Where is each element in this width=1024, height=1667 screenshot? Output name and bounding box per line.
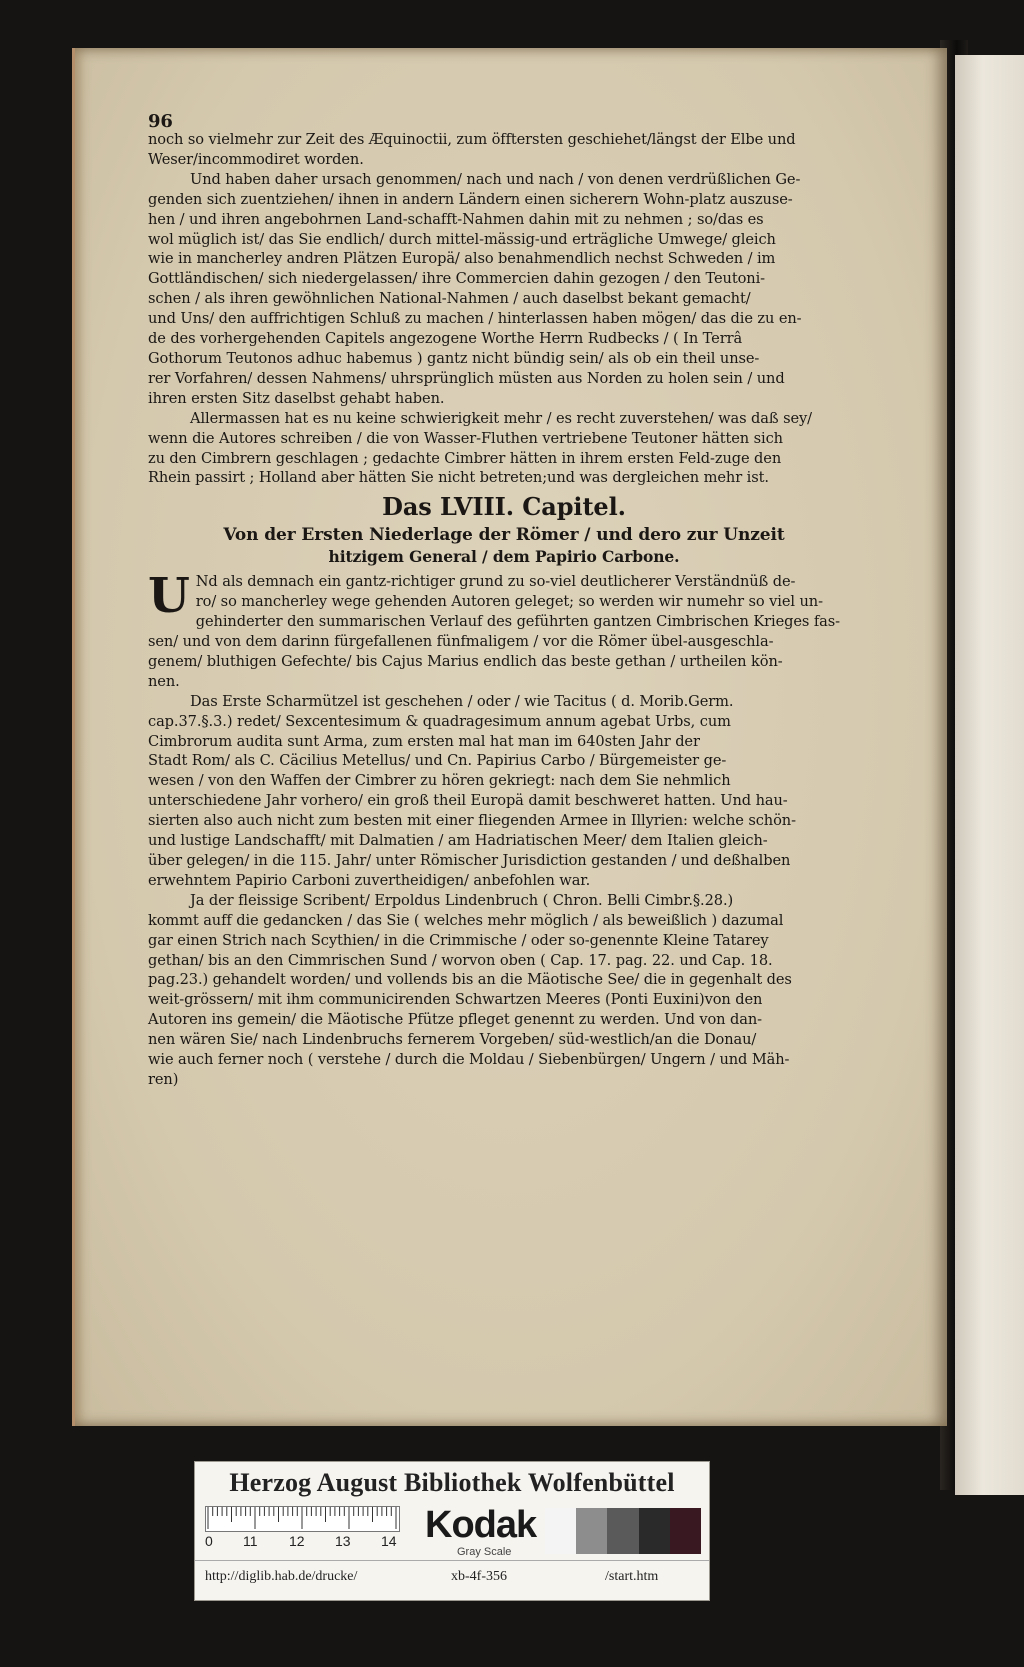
text-line: kommt auff die gedancken / das Sie ( welches mehr möglich / als beweißlich ) dazumal [148, 911, 784, 929]
text-line: Und haben daher ursach genommen/ nach und nach / von denen verdrüßlichen Ge- [190, 170, 801, 188]
text-line: Nd als demnach ein gantz-richtiger grund zu so-viel deutlicherer Verständnüß de- [195, 573, 796, 591]
text-line: gethan/ bis an den Cimmrischen Sund / worvon oben ( Cap. 17. pag. 22. und Cap. 18. [148, 951, 773, 969]
library-color-card [194, 1461, 710, 1601]
drop-initial: U [148, 568, 190, 625]
text-line: ro/ so mancherley wege gehenden Autoren geleget; so werden wir numehr so viel un- [195, 593, 823, 611]
ruler-label: 13 [335, 1533, 351, 1549]
paragraph-2 [148, 409, 860, 489]
text-line: Weser/incommodiret worden. [148, 150, 364, 168]
swatch [639, 1508, 670, 1554]
text-line: Ja der fleissige Scribent/ Erpoldus Lindenbruch ( Chron. Belli Cimbr.§.28.) [190, 891, 734, 909]
text-line: wie auch ferner noch ( verstehe / durch die Moldau / Siebenbürgen/ Ungern / und Mäh- [148, 1051, 790, 1069]
ruler-label: 12 [289, 1533, 305, 1549]
text-line: wenn die Autores schreiben / die von Wasser-Fluthen vertriebene Teutoner hätten sich [148, 429, 783, 447]
swatch [607, 1508, 638, 1554]
ruler-label: 14 [381, 1533, 397, 1549]
text-line: erwehntem Papirio Carboni zuvertheidigen/ anbefohlen war. [148, 871, 591, 889]
text-line: sierten also auch nicht zum besten mit einer fliegenden Armee in Illyrien: welche schön- [148, 812, 796, 830]
text-line: über gelegen/ in die 115. Jahr/ unter Römischer Jurisdiction gestanden / und deßhalben [148, 852, 791, 869]
text-line: und Uns/ den auffrichtigen Schluß zu machen / hinterlassen haben mögen/ das die zu en- [148, 310, 802, 328]
paragraph-3 [148, 568, 860, 691]
text-line: Rhein passirt ; Holland aber hätten Sie nicht betreten;und was dergleichen mehr ist. [148, 469, 769, 487]
chapter-heading: Das LVIII. Capitel. [382, 492, 626, 522]
paragraph-4 [148, 692, 860, 891]
paragraph-1 [148, 170, 860, 409]
card-url-left[interactable]: http://diglib.hab.de/drucke/ [205, 1569, 358, 1584]
swatch [545, 1508, 576, 1554]
card-title: Herzog August Bibliothek Wolfenbüttel [229, 1468, 675, 1497]
card-divider [195, 1560, 709, 1561]
text-line: ren) [148, 1070, 179, 1088]
scale-ruler [205, 1506, 400, 1532]
text-line: Cimbrorum audita sunt Arma, zum ersten mal hat man im 640sten Jahr der [148, 732, 700, 750]
text-line: schen / als ihren gewöhnlichen National-Nahmen / auch daselbst bekant gemacht/ [148, 290, 751, 308]
text-line: Allermassen hat es nu keine schwierigkeit mehr / es recht zuverstehen/ was daß sey/ [190, 409, 812, 427]
text-line: unterschiedene Jahr vorhero/ ein groß theil Europä damit beschweret hatten. Und hau- [148, 792, 788, 810]
facing-page-edge [955, 55, 1024, 1495]
text-line: Autoren ins gemein/ die Mäotische Pfütze pfleget genennt zu werden. Und von dan- [148, 1011, 762, 1029]
ruler-label: 11 [243, 1533, 258, 1549]
text-line: wie in mancherley andren Plätzen Europä/ also benahmendlich nechst Schweden / im [148, 250, 776, 268]
text-line: hen / und ihren angebohrnen Land-schafft-Nahmen dahin mit zu nehmen ; so/das es [148, 210, 764, 228]
ruler-ticks [206, 1507, 399, 1531]
kodak-logo: Kodak [425, 1504, 537, 1546]
paragraph-3-wrap [148, 568, 860, 691]
text-line: nen. [148, 672, 180, 690]
swatch [670, 1508, 701, 1554]
text-line: cap.37.§.3.) redet/ Sexcentesimum & quadragesimum annum agebat Urbs, cum [148, 712, 731, 730]
page-text [148, 112, 860, 1090]
text-line: weit-grössern/ mit ihm communicirenden Schwartzen Meeres (Ponti Euxini)von den [148, 991, 763, 1009]
text-line: wol müglich ist/ das Sie endlich/ durch mittel-mässig-und erträgliche Umwege/ gleich [148, 230, 776, 248]
text-line: Das Erste Scharmützel ist geschehen / oder / wie Tacitus ( d. Morib.Germ. [190, 692, 734, 710]
text-line: genem/ bluthigen Gefechte/ bis Cajus Marius endlich das beste gethan / urtheilen kön- [148, 652, 783, 670]
gray-scale-label: Gray Scale [457, 1546, 512, 1558]
text-line: rer Vorfahren/ dessen Nahmens/ uhrsprünglich müsten aus Norden zu holen sein / und [148, 369, 785, 387]
text-line: noch so vielmehr zur Zeit des Æquinoctii, zum öfftersten geschiehet/längst der Elbe und [148, 131, 796, 148]
text-line: und lustige Landschafft/ mit Dalmatien / am Hadriatischen Meer/ dem Italien gleich- [148, 832, 768, 850]
text-line: gar einen Strich nach Scythien/ in die Crimmische / oder so-genennte Kleine Tatarey [148, 931, 769, 949]
text-line: Gothorum Teutonos adhuc habemus ) gantz nicht bündig sein/ als ob ein theil unse- [148, 349, 760, 367]
ruler-label: 0 [205, 1533, 213, 1549]
card-url-right[interactable]: /start.htm [605, 1569, 659, 1584]
paragraph-5 [148, 891, 860, 1090]
text-line: de des vorhergehenden Capitels angezogene Worthe Herrn Rudbecks / ( In Terrâ [148, 330, 743, 348]
text-line: Stadt Rom/ als C. Cäcilius Metellus/ und Cn. Papirius Carbo / Bürgemeister ge- [148, 752, 727, 770]
text-line: ihren ersten Sitz daselbst gehabt haben. [148, 389, 445, 407]
intro-lines [148, 130, 860, 170]
gray-swatches [545, 1508, 701, 1554]
text-line: gehinderter den summarischen Verlauf des geführten gantzen Cimbrischen Krieges fas- [195, 613, 840, 631]
ruler-labels [205, 1533, 405, 1551]
text-line: zu den Cimbrern geschlagen ; gedachte Cimbrer hätten in ihrem ersten Feld-zuge den [148, 449, 782, 467]
text-line: pag.23.) gehandelt worden/ und vollends bis an die Mäotische See/ die in gegenhalt des [148, 971, 792, 989]
card-shelfmark: xb-4f-356 [451, 1569, 507, 1584]
text-line: Gottländischen/ sich niedergelassen/ ihre Commercien dahin gezogen / den Teutoni- [148, 270, 765, 288]
text-line: wesen / von den Waffen der Cimbrer zu hören gekriegt: nach dem Sie nehmlich [148, 772, 731, 790]
chapter-subtitle-2: hitzigem General / dem Papirio Carbone. [328, 547, 680, 567]
text-line: genden sich zuentziehen/ ihnen in andern Ländern einen sicherern Wohn-platz auszuse- [148, 190, 793, 208]
page-number: 96 [148, 111, 173, 132]
text-line: nen wären Sie/ nach Lindenbruchs fernerem Vorgeben/ süd-westlich/an die Donau/ [148, 1031, 757, 1049]
text-line: sen/ und von dem darinn fürgefallenen fünfmaligem / vor die Römer übel-ausgeschla- [148, 633, 774, 651]
chapter-subtitle: Von der Ersten Niederlage der Römer / und dero zur Unzeit [223, 525, 785, 546]
swatch [576, 1508, 607, 1554]
